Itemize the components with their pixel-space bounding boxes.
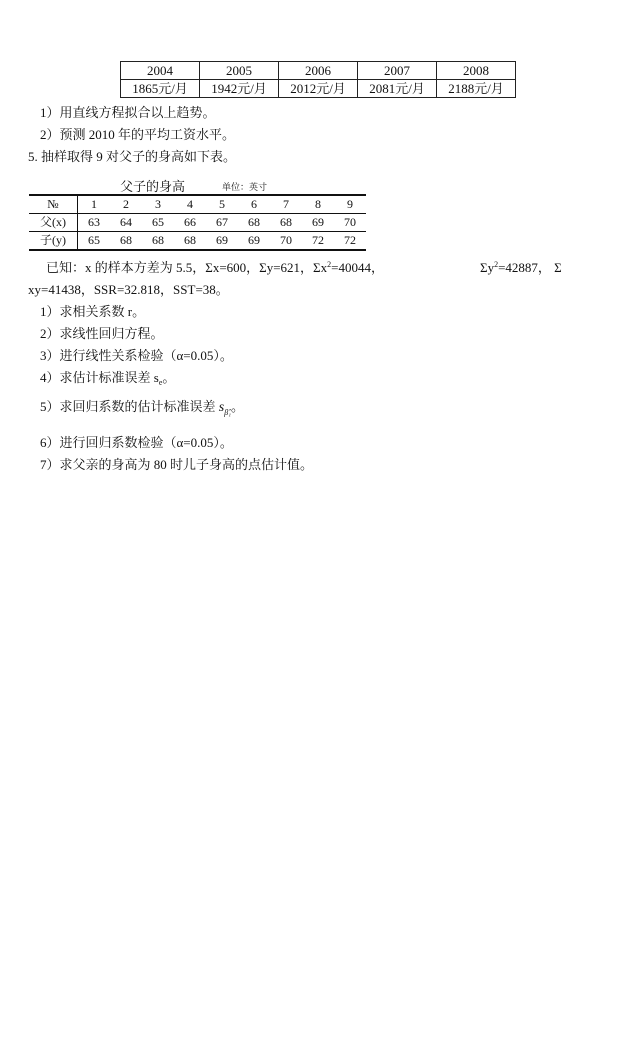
wage-cell: 2081元/月 (358, 80, 437, 98)
se-symbol-subscript: β̂₁ (224, 408, 231, 417)
q5-item-4-text: 4）求估计标准误差 s (40, 370, 159, 385)
wage-cell: 1865元/月 (121, 80, 200, 98)
wage-cell: 2012元/月 (279, 80, 358, 98)
year-cell: 2005 (200, 62, 279, 80)
year-cell: 2007 (358, 62, 437, 80)
son-label-cell: 子(y) (29, 232, 78, 251)
subscript: e (158, 378, 163, 387)
son-cell: 72 (312, 233, 324, 247)
q4-item-1: 1）用直线方程拟合以上趋势。 (40, 105, 216, 120)
known-text: 已知：x 的样本方差为 5.5，Σx=600，Σy=621，Σx (46, 260, 328, 275)
index-cell: 3 (142, 195, 174, 214)
height-table-header-row (29, 195, 366, 214)
q5-item-3: 3）进行线性关系检验（α=0.05）。 (40, 348, 233, 363)
wage-table-value-row (121, 80, 516, 98)
known-text: =40044， (331, 260, 384, 275)
q5-item-5-end: 。 (230, 399, 244, 414)
wage-cell: 2188元/月 (437, 80, 516, 98)
q5-item-4-end: 。 (162, 370, 176, 385)
year-cell: 2004 (121, 62, 200, 80)
superscript: 2 (327, 260, 332, 269)
son-cell: 68 (184, 233, 196, 247)
wage-table (120, 61, 516, 98)
height-table-son-row (29, 232, 366, 251)
q5-item-5-text: 5）求回归系数的估计标准误差 (40, 399, 216, 414)
son-cell: 65 (88, 233, 100, 247)
father-cell: 70 (334, 214, 366, 232)
index-cell: 1 (78, 195, 111, 214)
index-cell: 6 (238, 195, 270, 214)
father-label-cell: 父(x) (29, 214, 78, 232)
index-cell: 7 (270, 195, 302, 214)
father-cell: 69 (302, 214, 334, 232)
son-cell: 69 (248, 233, 260, 247)
q5-item-2: 2）求线性回归方程。 (40, 326, 164, 341)
father-cell: 63 (78, 214, 111, 232)
known-values-line-2: xy=41438，SSR=32.818，SST=38。 (28, 282, 229, 297)
year-cell: 2008 (437, 62, 516, 80)
son-cell: 68 (152, 233, 164, 247)
son-cell: 68 (120, 233, 132, 247)
father-cell: 67 (206, 214, 238, 232)
header-label-cell: № (29, 195, 78, 214)
se-symbol: s (218, 400, 225, 415)
father-cell: 66 (174, 214, 206, 232)
known-values-line-1 (46, 259, 384, 277)
q5-item-6: 6）进行回归系数检验（α=0.05）。 (40, 435, 233, 450)
index-cell: 5 (206, 195, 238, 214)
q5-item-7: 7）求父亲的身高为 80 时儿子身高的点估计值。 (40, 457, 314, 472)
q5-intro: 5. 抽样取得 9 对父子的身高如下表。 (28, 149, 237, 164)
father-cell: 68 (270, 214, 302, 232)
index-cell: 9 (334, 195, 366, 214)
wage-table-year-row (121, 62, 516, 80)
q4-item-2: 2）预测 2010 年的平均工资水平。 (40, 127, 236, 142)
son-cell: 72 (344, 233, 356, 247)
q5-item-1: 1）求相关系数 r。 (40, 304, 146, 319)
height-table-father-row (29, 214, 366, 232)
son-cell: 69 (216, 233, 228, 247)
known-text: Σy (480, 260, 495, 275)
known-values-line-1b (480, 259, 562, 277)
son-cell: 70 (280, 233, 292, 247)
father-cell: 68 (238, 214, 270, 232)
height-table-title: 父子的身高 (120, 179, 186, 194)
index-cell: 2 (110, 195, 142, 214)
father-cell: 64 (110, 214, 142, 232)
q5-item-4 (40, 369, 175, 387)
father-cell: 65 (142, 214, 174, 232)
height-table-unit: 单位：英寸 (222, 182, 268, 192)
superscript: 2 (494, 260, 499, 269)
index-cell: 4 (174, 195, 206, 214)
known-text: =42887， Σ (498, 260, 562, 275)
wage-cell: 1942元/月 (200, 80, 279, 98)
q5-item-5 (40, 398, 244, 418)
year-cell: 2006 (279, 62, 358, 80)
index-cell: 8 (302, 195, 334, 214)
height-table (29, 194, 366, 251)
